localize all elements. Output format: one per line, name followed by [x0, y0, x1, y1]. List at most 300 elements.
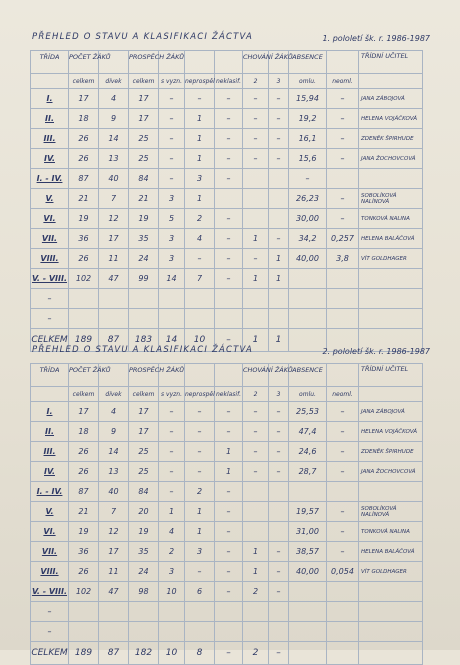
- value-cell: –: [269, 89, 289, 109]
- value-cell: 1: [185, 149, 215, 169]
- value-cell: 87: [99, 329, 129, 352]
- value-cell: 20: [129, 502, 159, 522]
- total-row: [31, 642, 423, 665]
- value-cell: dívek: [99, 74, 129, 89]
- value-cell: 1: [269, 269, 289, 289]
- value-cell: 35: [129, 229, 159, 249]
- value-cell: 14: [99, 129, 129, 149]
- value-cell: POČET ŽÁKŮ: [69, 364, 99, 387]
- value-cell: 38,57: [289, 542, 327, 562]
- table-row: [31, 249, 423, 269]
- value-cell: [159, 622, 185, 642]
- value-cell: –: [159, 149, 185, 169]
- value-cell: –: [215, 229, 243, 249]
- value-cell: [69, 309, 99, 329]
- class-cell: I.: [31, 89, 69, 109]
- value-cell: –: [159, 422, 185, 442]
- value-cell: –: [327, 189, 359, 209]
- value-cell: –: [159, 442, 185, 462]
- value-cell: [289, 329, 327, 352]
- value-cell: –: [185, 442, 215, 462]
- value-cell: –: [215, 109, 243, 129]
- value-cell: –: [269, 422, 289, 442]
- teacher-cell: SOBOLÍKOVÁ NALÍNOVÁ: [359, 502, 423, 522]
- value-cell: –: [269, 582, 289, 602]
- value-cell: 84: [129, 482, 159, 502]
- value-cell: –: [215, 89, 243, 109]
- value-cell: –: [327, 502, 359, 522]
- value-cell: 11: [99, 249, 129, 269]
- value-cell: 40,00: [289, 249, 327, 269]
- value-cell: –: [215, 249, 243, 269]
- value-cell: [159, 602, 185, 622]
- teacher-cell: [359, 582, 423, 602]
- value-cell: 35: [129, 542, 159, 562]
- table-row: [31, 482, 423, 502]
- value-cell: [289, 309, 327, 329]
- value-cell: [289, 582, 327, 602]
- value-cell: –: [327, 462, 359, 482]
- value-cell: 1: [269, 329, 289, 352]
- teacher-cell: VÍT GOLDHAGER: [359, 249, 423, 269]
- value-cell: [243, 189, 269, 209]
- value-cell: –: [159, 402, 185, 422]
- value-cell: 7: [99, 189, 129, 209]
- value-cell: –: [215, 642, 243, 665]
- value-cell: 25: [129, 129, 159, 149]
- value-cell: [159, 309, 185, 329]
- value-cell: –: [269, 129, 289, 149]
- value-cell: –: [185, 422, 215, 442]
- value-cell: –: [327, 402, 359, 422]
- value-cell: 2: [243, 74, 269, 89]
- table-row: [31, 189, 423, 209]
- teacher-cell: HELENA VOJÁČKOVÁ: [359, 109, 423, 129]
- value-cell: 1: [269, 249, 289, 269]
- value-cell: –: [243, 149, 269, 169]
- value-cell: 14: [99, 442, 129, 462]
- value-cell: 26: [69, 562, 99, 582]
- value-cell: omlu.: [289, 74, 327, 89]
- value-cell: 24: [129, 249, 159, 269]
- value-cell: 183: [129, 329, 159, 352]
- value-cell: –: [215, 129, 243, 149]
- value-cell: 1: [159, 502, 185, 522]
- value-cell: s vyzn.: [159, 74, 185, 89]
- table-row: [31, 269, 423, 289]
- class-cell: I. - IV.: [31, 169, 69, 189]
- value-cell: 47,4: [289, 422, 327, 442]
- value-cell: [327, 482, 359, 502]
- value-cell: 1: [243, 542, 269, 562]
- value-cell: –: [159, 482, 185, 502]
- teacher-cell: JANA ŽOCHOVCOVÁ: [359, 462, 423, 482]
- value-cell: 189: [69, 642, 99, 665]
- table-row: [31, 209, 423, 229]
- value-cell: 2: [159, 542, 185, 562]
- value-cell: [129, 289, 159, 309]
- value-cell: –: [327, 209, 359, 229]
- value-cell: 10: [159, 582, 185, 602]
- section-title: PŘEHLED O STAVU A KLASIFIKACI ŽÁCTVA: [32, 345, 253, 355]
- value-cell: 8: [185, 642, 215, 665]
- teacher-cell: HELENA VOJÁČKOVÁ: [359, 422, 423, 442]
- value-cell: 15,6: [289, 149, 327, 169]
- value-cell: [185, 289, 215, 309]
- value-cell: celkem: [69, 74, 99, 89]
- value-cell: 84: [129, 169, 159, 189]
- value-cell: 25: [129, 462, 159, 482]
- value-cell: 87: [69, 169, 99, 189]
- value-cell: 17: [129, 109, 159, 129]
- value-cell: [269, 602, 289, 622]
- value-cell: 18: [69, 109, 99, 129]
- value-cell: 34,2: [289, 229, 327, 249]
- value-cell: 1: [215, 462, 243, 482]
- value-cell: CHOVÁNÍ ŽÁKŮ: [243, 51, 269, 74]
- value-cell: 1: [243, 229, 269, 249]
- value-cell: [269, 169, 289, 189]
- value-cell: 1: [243, 562, 269, 582]
- value-cell: –: [327, 129, 359, 149]
- value-cell: [215, 364, 243, 387]
- value-cell: neoml.: [327, 74, 359, 89]
- value-cell: 4: [159, 522, 185, 542]
- value-cell: neoml.: [327, 387, 359, 402]
- value-cell: 47: [99, 582, 129, 602]
- value-cell: 26: [69, 462, 99, 482]
- value-cell: 1: [243, 329, 269, 352]
- value-cell: 40: [99, 169, 129, 189]
- teacher-cell: [359, 269, 423, 289]
- value-cell: [129, 622, 159, 642]
- value-cell: 1: [215, 442, 243, 462]
- table-row: [31, 462, 423, 482]
- class-cell: I. - IV.: [31, 482, 69, 502]
- value-cell: 102: [69, 269, 99, 289]
- value-cell: [289, 482, 327, 502]
- value-cell: 3,8: [327, 249, 359, 269]
- value-cell: –: [269, 642, 289, 665]
- teacher-cell: [359, 602, 423, 622]
- value-cell: 10: [159, 642, 185, 665]
- value-cell: 9: [99, 422, 129, 442]
- value-cell: [185, 51, 215, 74]
- value-cell: [215, 51, 243, 74]
- value-cell: [327, 602, 359, 622]
- value-cell: –: [243, 129, 269, 149]
- value-cell: celkem: [129, 387, 159, 402]
- value-cell: [269, 522, 289, 542]
- value-cell: 28,7: [289, 462, 327, 482]
- value-cell: [327, 51, 359, 74]
- value-cell: 18: [69, 422, 99, 442]
- value-cell: –: [215, 422, 243, 442]
- value-cell: 3: [269, 387, 289, 402]
- value-cell: [159, 289, 185, 309]
- value-cell: –: [159, 129, 185, 149]
- value-cell: 36: [69, 542, 99, 562]
- value-cell: –: [159, 462, 185, 482]
- value-cell: –: [215, 522, 243, 542]
- value-cell: 7: [99, 502, 129, 522]
- teacher-cell: ZDENĚK ŠPIRHUDE: [359, 442, 423, 462]
- value-cell: neklasif.: [215, 74, 243, 89]
- value-cell: 13: [99, 462, 129, 482]
- class-cell: II.: [31, 109, 69, 129]
- value-cell: 21: [129, 189, 159, 209]
- value-cell: [129, 309, 159, 329]
- value-cell: [269, 289, 289, 309]
- teacher-cell: TŘÍDNÍ UČITEL: [359, 51, 423, 74]
- table-row: [31, 542, 423, 562]
- value-cell: 26: [69, 149, 99, 169]
- value-cell: 26: [69, 129, 99, 149]
- value-cell: –: [269, 109, 289, 129]
- value-cell: 15,94: [289, 89, 327, 109]
- value-cell: 12: [99, 209, 129, 229]
- value-cell: [99, 309, 129, 329]
- value-cell: dívek: [99, 387, 129, 402]
- value-cell: 13: [99, 149, 129, 169]
- class-cell: [31, 74, 69, 89]
- class-cell: I.: [31, 402, 69, 422]
- value-cell: omlu.: [289, 387, 327, 402]
- teacher-cell: [359, 482, 423, 502]
- value-cell: –: [159, 169, 185, 189]
- value-cell: 5: [159, 209, 185, 229]
- value-cell: –: [243, 462, 269, 482]
- table-row: [31, 402, 423, 422]
- value-cell: –: [243, 89, 269, 109]
- table-row: [31, 129, 423, 149]
- value-cell: [269, 209, 289, 229]
- teacher-cell: [359, 289, 423, 309]
- value-cell: –: [215, 562, 243, 582]
- value-cell: 31,00: [289, 522, 327, 542]
- value-cell: [327, 289, 359, 309]
- value-cell: 25: [129, 442, 159, 462]
- value-cell: 182: [129, 642, 159, 665]
- value-cell: 17: [69, 89, 99, 109]
- value-cell: 1: [185, 502, 215, 522]
- value-cell: [243, 169, 269, 189]
- table-row: [31, 309, 423, 329]
- value-cell: [289, 642, 327, 665]
- value-cell: 2: [243, 582, 269, 602]
- class-cell: IV.: [31, 462, 69, 482]
- subheader-row: [31, 387, 423, 402]
- value-cell: –: [327, 542, 359, 562]
- teacher-cell: [359, 309, 423, 329]
- value-cell: [243, 622, 269, 642]
- value-cell: –: [215, 402, 243, 422]
- value-cell: [327, 642, 359, 665]
- value-cell: 26: [69, 442, 99, 462]
- teacher-cell: ZDENĚK ŠPIRHUDE: [359, 129, 423, 149]
- value-cell: [215, 189, 243, 209]
- value-cell: [269, 622, 289, 642]
- value-cell: –: [215, 169, 243, 189]
- value-cell: –: [215, 329, 243, 352]
- teacher-cell: JANA ŽOCHOVCOVÁ: [359, 149, 423, 169]
- value-cell: PROSPĚCH ŽÁKŮ: [129, 364, 159, 387]
- table-row: [31, 289, 423, 309]
- section-subtitle: 1. pololetí šk. r. 1986-1987: [322, 34, 430, 43]
- value-cell: [215, 622, 243, 642]
- value-cell: [289, 289, 327, 309]
- class-cell: V.: [31, 189, 69, 209]
- value-cell: 6: [185, 582, 215, 602]
- value-cell: –: [215, 482, 243, 502]
- class-report-table: [30, 50, 423, 352]
- teacher-cell: VÍT GOLDHAGER: [359, 562, 423, 582]
- value-cell: neprospěl: [185, 74, 215, 89]
- value-cell: 4: [99, 89, 129, 109]
- value-cell: [327, 269, 359, 289]
- value-cell: 16,1: [289, 129, 327, 149]
- value-cell: 1: [243, 269, 269, 289]
- value-cell: [269, 502, 289, 522]
- value-cell: 7: [185, 269, 215, 289]
- value-cell: 19: [129, 522, 159, 542]
- value-cell: s vyzn.: [159, 387, 185, 402]
- value-cell: [185, 309, 215, 329]
- class-cell: III.: [31, 129, 69, 149]
- value-cell: [185, 364, 215, 387]
- value-cell: –: [269, 562, 289, 582]
- value-cell: –: [215, 502, 243, 522]
- teacher-cell: TONKOVÁ NALINA: [359, 209, 423, 229]
- value-cell: [327, 622, 359, 642]
- value-cell: –: [243, 422, 269, 442]
- value-cell: 1: [185, 189, 215, 209]
- table-row: [31, 582, 423, 602]
- value-cell: –: [185, 249, 215, 269]
- value-cell: –: [185, 402, 215, 422]
- value-cell: 3: [159, 249, 185, 269]
- value-cell: 11: [99, 562, 129, 582]
- teacher-cell: TŘÍDNÍ UČITEL: [359, 364, 423, 387]
- value-cell: 17: [129, 422, 159, 442]
- value-cell: 10: [185, 329, 215, 352]
- value-cell: 25: [129, 149, 159, 169]
- value-cell: 2: [185, 209, 215, 229]
- value-cell: 17: [129, 402, 159, 422]
- value-cell: 87: [99, 642, 129, 665]
- value-cell: 26,23: [289, 189, 327, 209]
- value-cell: –: [269, 442, 289, 462]
- value-cell: 47: [99, 269, 129, 289]
- table-row: [31, 502, 423, 522]
- table-row: [31, 522, 423, 542]
- value-cell: [269, 482, 289, 502]
- class-cell: CELKEM: [31, 329, 69, 352]
- value-cell: [269, 189, 289, 209]
- value-cell: –: [243, 442, 269, 462]
- value-cell: [99, 602, 129, 622]
- value-cell: –: [159, 89, 185, 109]
- value-cell: 0,257: [327, 229, 359, 249]
- table-row: [31, 109, 423, 129]
- value-cell: [129, 602, 159, 622]
- value-cell: –: [215, 582, 243, 602]
- value-cell: [289, 269, 327, 289]
- class-cell: TŘÍDA: [31, 364, 69, 387]
- table-row: [31, 562, 423, 582]
- value-cell: [289, 602, 327, 622]
- subheader-row: [31, 74, 423, 89]
- value-cell: –: [327, 109, 359, 129]
- table-row: [31, 622, 423, 642]
- value-cell: [215, 289, 243, 309]
- value-cell: 3: [159, 189, 185, 209]
- class-cell: IV.: [31, 149, 69, 169]
- value-cell: 2: [243, 642, 269, 665]
- value-cell: [243, 289, 269, 309]
- value-cell: celkem: [129, 74, 159, 89]
- value-cell: [243, 522, 269, 542]
- value-cell: –: [327, 522, 359, 542]
- value-cell: [69, 622, 99, 642]
- value-cell: 17: [99, 542, 129, 562]
- value-cell: 189: [69, 329, 99, 352]
- section-subtitle: 2. pololetí šk. r. 1986-1987: [322, 347, 430, 356]
- value-cell: –: [159, 109, 185, 129]
- value-cell: [243, 309, 269, 329]
- table-row: [31, 602, 423, 622]
- value-cell: [327, 309, 359, 329]
- class-cell: V. - VIII.: [31, 269, 69, 289]
- table-row: [31, 169, 423, 189]
- value-cell: neklasif.: [215, 387, 243, 402]
- value-cell: –: [269, 229, 289, 249]
- value-cell: 3: [159, 562, 185, 582]
- value-cell: 25,53: [289, 402, 327, 422]
- value-cell: 99: [129, 269, 159, 289]
- value-cell: –: [327, 89, 359, 109]
- value-cell: –: [185, 89, 215, 109]
- value-cell: [99, 622, 129, 642]
- value-cell: 24: [129, 562, 159, 582]
- value-cell: 3: [185, 542, 215, 562]
- class-cell: VII.: [31, 229, 69, 249]
- class-cell: –: [31, 622, 69, 642]
- class-cell: –: [31, 309, 69, 329]
- teacher-cell: HELENA BALÁČOVÁ: [359, 542, 423, 562]
- value-cell: 0,054: [327, 562, 359, 582]
- value-cell: 40: [99, 482, 129, 502]
- value-cell: 9: [99, 109, 129, 129]
- value-cell: 36: [69, 229, 99, 249]
- teacher-cell: [359, 642, 423, 665]
- value-cell: CHOVÁNÍ ŽÁKŮ: [243, 364, 269, 387]
- class-cell: VIII.: [31, 249, 69, 269]
- value-cell: –: [269, 402, 289, 422]
- table-row: [31, 229, 423, 249]
- class-cell: VI.: [31, 209, 69, 229]
- teacher-cell: JANA ZÁBOJOVÁ: [359, 89, 423, 109]
- value-cell: 19: [69, 209, 99, 229]
- value-cell: 1: [185, 129, 215, 149]
- value-cell: –: [243, 109, 269, 129]
- value-cell: [69, 289, 99, 309]
- value-cell: [185, 622, 215, 642]
- value-cell: 26: [69, 249, 99, 269]
- value-cell: neprospěl: [185, 387, 215, 402]
- value-cell: 98: [129, 582, 159, 602]
- value-cell: celkem: [69, 387, 99, 402]
